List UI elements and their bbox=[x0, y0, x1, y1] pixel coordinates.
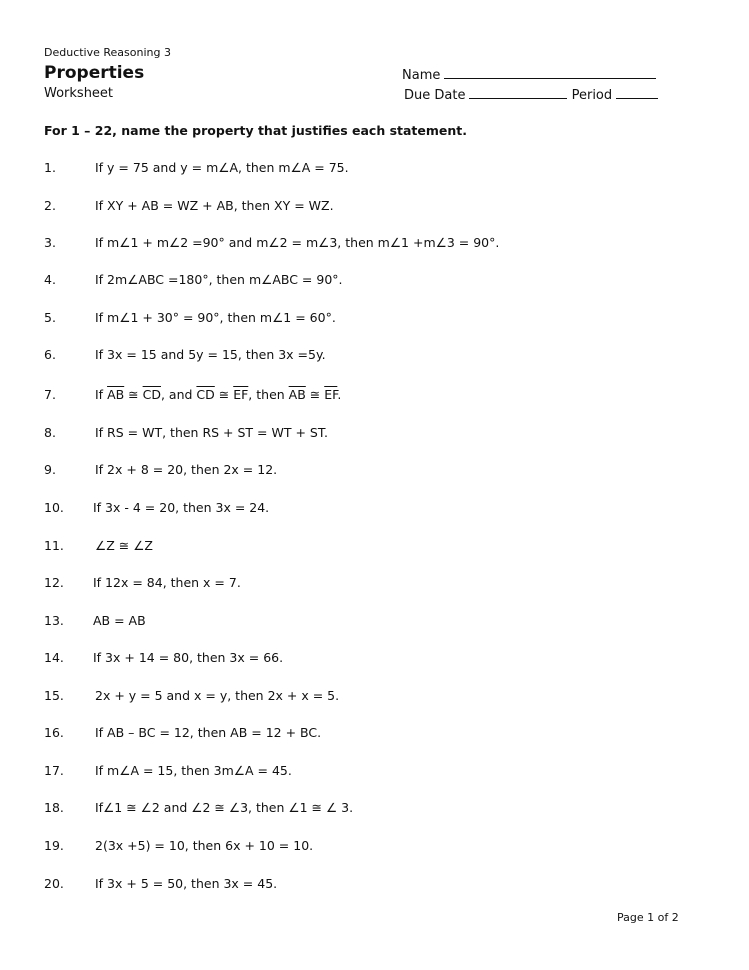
name-label: Name bbox=[402, 68, 441, 83]
period-label: Period bbox=[571, 88, 613, 103]
segment-ef: $\overline{EF}$ bbox=[233, 387, 249, 402]
item-statement: If 3x = 15 and 5y = 15, then 3x =5y. bbox=[95, 347, 326, 362]
item-statement: If m∠1 + m∠2 =90° and m∠2 = m∠3, then m∠1 +m∠3 = 90°. bbox=[95, 235, 500, 250]
segment-ab: $\overline{AB}$ bbox=[107, 387, 125, 402]
item-statement: If XY + AB = WZ + AB, then XY = WZ. bbox=[95, 198, 334, 213]
segment-cd: $\overline{CD}$ bbox=[196, 387, 215, 402]
item-statement: If y = 75 and y = m∠A, then m∠A = 75. bbox=[95, 160, 349, 175]
item-number: 12. bbox=[44, 575, 64, 590]
item-statement: 2x + y = 5 and x = y, then 2x + x = 5. bbox=[95, 688, 340, 703]
item-number: 19. bbox=[44, 838, 64, 853]
item-number: 11. bbox=[44, 538, 64, 553]
item-statement: If 2m∠ABC =180°, then m∠ABC = 90°. bbox=[95, 272, 343, 287]
item-number: 16. bbox=[44, 725, 64, 740]
item-statement: If 3x + 5 = 50, then 3x = 45. bbox=[95, 876, 278, 891]
due-period-field bbox=[404, 86, 658, 103]
segment-cd: $\overline{CD}$ bbox=[142, 387, 161, 402]
item-number: 18. bbox=[44, 800, 64, 815]
period-blank bbox=[616, 86, 658, 99]
item-number: 1. bbox=[44, 160, 56, 175]
item-number: 15. bbox=[44, 688, 64, 703]
name-blank bbox=[444, 66, 656, 79]
instructions: For 1 – 22, name the property that justifies each statement. bbox=[44, 123, 467, 138]
item-statement: If 12x = 84, then x = 7. bbox=[93, 575, 241, 590]
page-number: Page 1 of 2 bbox=[617, 911, 679, 924]
segment-ab: $\overline{AB}$ bbox=[288, 387, 306, 402]
item-number: 10. bbox=[44, 500, 64, 515]
name-field bbox=[402, 66, 656, 83]
item-number: 20. bbox=[44, 876, 64, 891]
item-number: 7. bbox=[44, 387, 56, 402]
item-statement: If m∠A = 15, then 3m∠A = 45. bbox=[95, 763, 292, 778]
item-number: 3. bbox=[44, 235, 56, 250]
course-label: Deductive Reasoning 3 bbox=[44, 46, 171, 59]
item-number: 5. bbox=[44, 310, 56, 325]
item-statement: If 3x - 4 = 20, then 3x = 24. bbox=[93, 500, 270, 515]
item-statement: If m∠1 + 30° = 90°, then m∠1 = 60°. bbox=[95, 310, 336, 325]
due-date-blank bbox=[469, 86, 567, 99]
item-number: 6. bbox=[44, 347, 56, 362]
item-number: 8. bbox=[44, 425, 56, 440]
item-number: 17. bbox=[44, 763, 64, 778]
item-statement: If AB – BC = 12, then AB = 12 + BC. bbox=[95, 725, 322, 740]
item-statement: If 3x + 14 = 80, then 3x = 66. bbox=[93, 650, 284, 665]
item-statement: If 2x + 8 = 20, then 2x = 12. bbox=[95, 462, 278, 477]
item-statement: If∠1 ≅ ∠2 and ∠2 ≅ ∠3, then ∠1 ≅ ∠ 3. bbox=[95, 800, 354, 815]
page-title: Properties bbox=[44, 63, 145, 83]
item-statement: AB = AB bbox=[93, 613, 146, 628]
item-statement: If RS = WT, then RS + ST = WT + ST. bbox=[95, 425, 328, 440]
item-statement: ∠Z ≅ ∠Z bbox=[95, 538, 153, 553]
item-number: 9. bbox=[44, 462, 56, 477]
item-number: 2. bbox=[44, 198, 56, 213]
due-date-label: Due Date bbox=[404, 88, 466, 103]
item-number: 14. bbox=[44, 650, 64, 665]
item-statement: If $\overline{AB}$ ≅ $\overline{CD}$, and $\overline{CD}$ ≅ $\overline{EF}$, then $\overline{AB}$ ≅ $\overline{EF}$. bbox=[95, 387, 342, 402]
item-number: 13. bbox=[44, 613, 64, 628]
item-statement: 2(3x +5) = 10, then 6x + 10 = 10. bbox=[95, 838, 314, 853]
item-number: 4. bbox=[44, 272, 56, 287]
segment-ef: $\overline{EF}$ bbox=[324, 387, 338, 402]
page-subtitle: Worksheet bbox=[44, 86, 114, 101]
